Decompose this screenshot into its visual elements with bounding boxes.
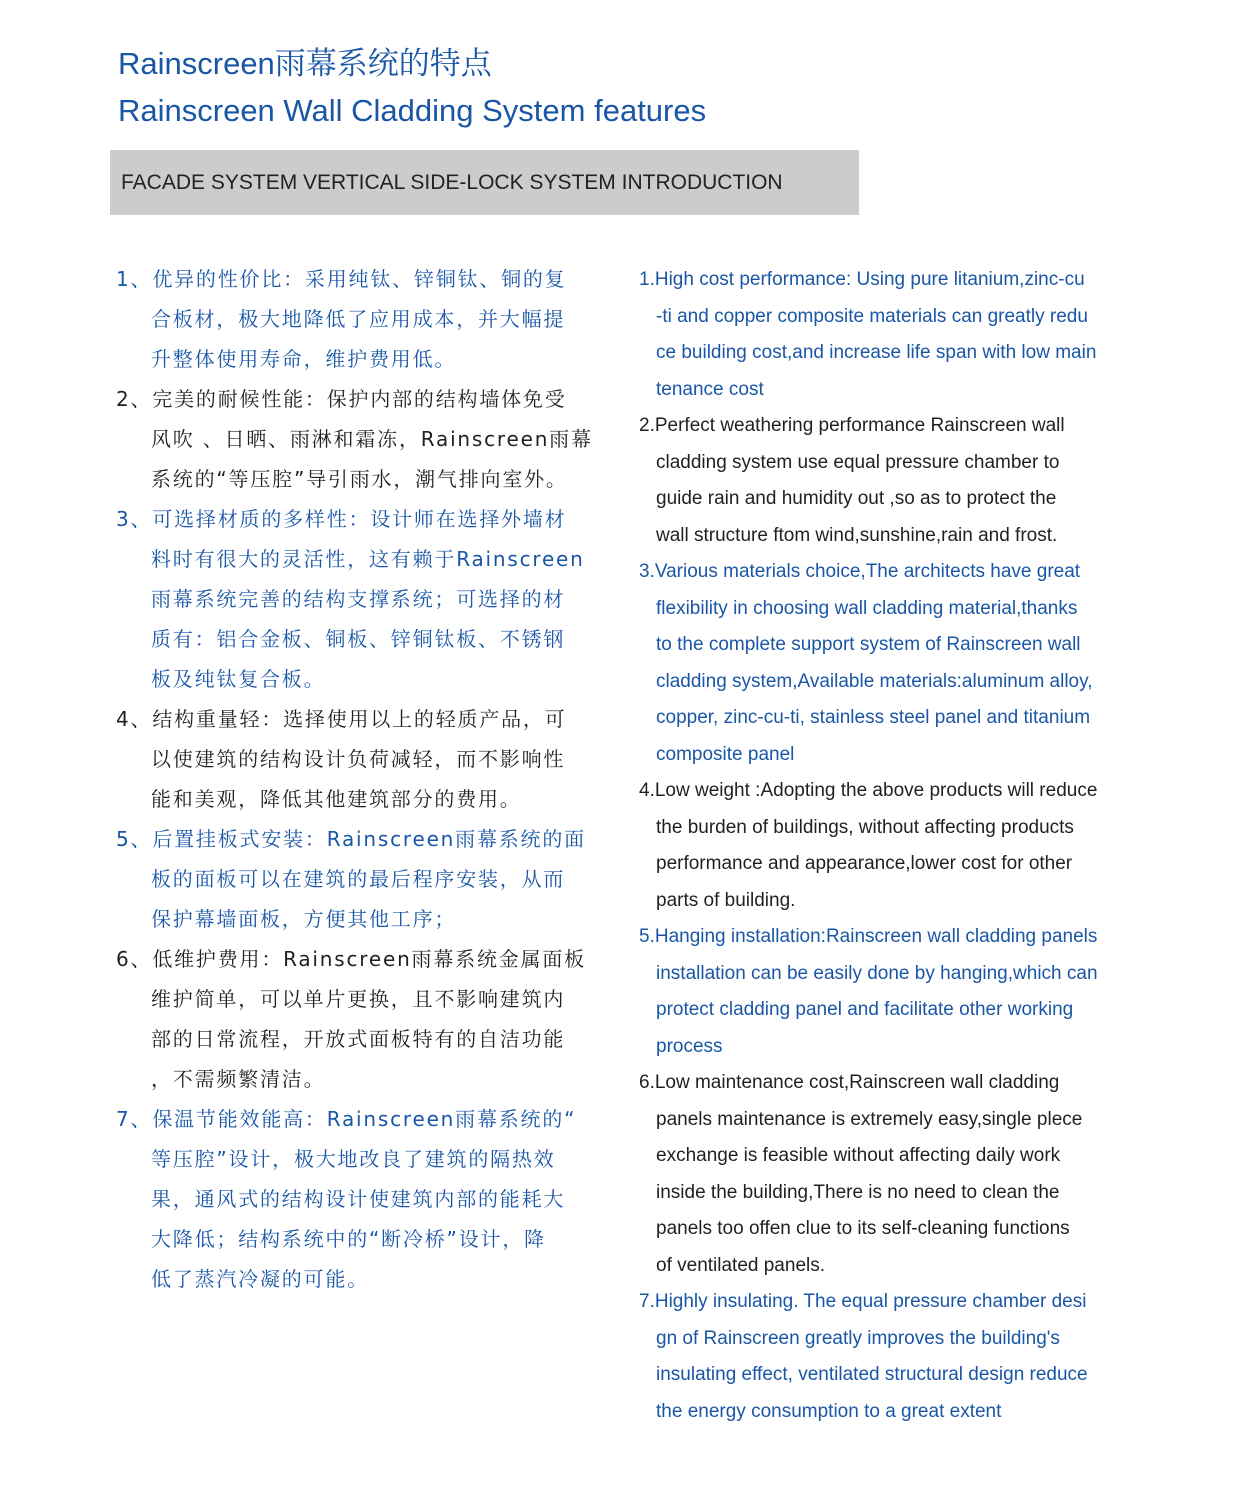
en-feature-line: process [656,1035,723,1057]
zh-feature-line: 1、优异的性价比：采用纯钛、锌铜钛、铜的复 [116,267,567,291]
en-feature-6 [639,1065,1199,1284]
zh-feature-line: 大降低；结构系统中的“断冷桥”设计，降 [151,1227,546,1251]
banner-label: FACADE SYSTEM VERTICAL SIDE-LOCK SYSTEM INTRODUCTION [121,170,783,194]
en-feature-line: 3.Various materials choice,The architects have great [639,561,1081,582]
en-feature-line: 4.Low weight :Adopting the above products will reduce [639,780,1098,801]
zh-feature-line: 保护幕墙面板，方便其他工序； [151,907,457,931]
en-feature-line: exchange is feasible without affecting daily work [656,1145,1061,1166]
en-feature-line: of ventilated panels. [656,1254,826,1276]
en-feature-line: insulating effect, ventilated structural design reduce [656,1364,1088,1385]
zh-feature-line: 板及纯钛复合板。 [151,667,326,691]
zh-feature-line: 系统的“等压腔”导引雨水，潮气排向室外。 [151,467,568,491]
en-feature-line: 6.Low maintenance cost,Rainscreen wall cladding [639,1072,1060,1093]
en-feature-3 [639,554,1199,773]
zh-feature-line: 维护简单，可以单片更换，且不影响建筑内 [151,987,566,1011]
zh-feature-5 [116,819,606,939]
en-feature-line: copper, zinc-cu-ti, stainless steel panel and titanium [656,707,1091,728]
zh-feature-line: 6、低维护费用：Rainscreen雨幕系统金属面板 [116,947,586,971]
zh-feature-line: 雨幕系统完善的结构支撑系统；可选择的材 [151,587,566,611]
en-feature-5 [639,919,1199,1065]
zh-feature-line: 等压腔”设计，极大地改良了建筑的隔热效 [151,1147,556,1171]
en-feature-line: cladding system,Available materials:aluminum alloy, [656,670,1093,692]
en-feature-line: panels maintenance is extremely easy,single plece [656,1108,1083,1130]
zh-feature-line: 低了蒸汽冷凝的可能。 [151,1267,369,1291]
zh-feature-2 [116,379,606,499]
zh-feature-line: 能和美观，降低其他建筑部分的费用。 [151,787,522,811]
zh-feature-line: 4、结构重量轻：选择使用以上的轻质产品，可 [116,707,567,731]
en-feature-line: flexibility in choosing wall cladding material,thanks [656,597,1078,619]
en-feature-1 [639,262,1199,408]
en-feature-7 [639,1284,1199,1430]
en-feature-line: gn of Rainscreen greatly improves the building's [656,1327,1060,1349]
zh-feature-4 [116,699,606,819]
zh-feature-line: 质有：铝合金板、铜板、锌铜钛板、不锈钢 [151,627,566,651]
title-block [118,40,706,134]
zh-feature-1 [116,259,606,379]
section-banner [110,150,859,215]
en-feature-line: cladding system use equal pressure chamber to [656,451,1060,473]
en-feature-line: ce building cost,and increase life span with low main [656,342,1097,363]
zh-feature-line: 果，通风式的结构设计使建筑内部的能耗大 [151,1187,566,1211]
en-feature-line: parts of building. [656,889,796,911]
zh-feature-3 [116,499,606,699]
en-feature-2 [639,408,1199,554]
en-feature-line: guide rain and humidity out ,so as to protect the [656,488,1057,509]
zh-feature-line: ，不需频繁清洁。 [151,1067,326,1091]
zh-feature-line: 5、后置挂板式安装：Rainscreen雨幕系统的面 [116,827,586,851]
en-feature-line: the energy consumption to a great extent [656,1400,1002,1422]
en-feature-line: composite panel [656,743,795,765]
zh-feature-6 [116,939,606,1099]
zh-feature-line: 料时有很大的灵活性，这有赖于Rainscreen [151,547,585,571]
en-feature-line: 1.High cost performance: Using pure litanium,zinc-cu [639,269,1085,290]
en-feature-4 [639,773,1199,919]
en-feature-line: inside the building,There is no need to clean the [656,1181,1060,1203]
zh-feature-line: 部的日常流程，开放式面板特有的自洁功能 [151,1027,566,1051]
zh-feature-line: 合板材，极大地降低了应用成本，并大幅提 [151,307,566,331]
zh-feature-line: 7、保温节能效能高：Rainscreen雨幕系统的“ [116,1107,577,1131]
chinese-features-column [116,259,606,1299]
en-feature-line: installation can be easily done by hanging,which can [656,962,1098,984]
en-feature-line: -ti and copper composite materials can greatly redu [656,305,1088,327]
zh-feature-line: 3、可选择材质的多样性：设计师在选择外墙材 [116,507,567,531]
english-features-column [639,262,1199,1430]
zh-feature-line: 风吹 、日晒、雨淋和霜冻，Rainscreen雨幕 [151,427,593,451]
zh-feature-7 [116,1099,606,1299]
en-feature-line: tenance cost [656,378,764,400]
en-feature-line: wall structure ftom wind,sunshine,rain and frost. [656,524,1058,546]
en-feature-line: 5.Hanging installation:Rainscreen wall cladding panels [639,926,1098,947]
zh-feature-line: 升整体使用寿命，维护费用低。 [151,347,457,371]
title-chinese: Rainscreen雨幕系统的特点 [118,46,492,81]
title-english: Rainscreen Wall Cladding System features [118,93,707,128]
en-feature-line: the burden of buildings, without affecting products [656,816,1074,838]
en-feature-line: 2.Perfect weathering performance Rainscreen wall [639,415,1065,436]
en-feature-line: performance and appearance,lower cost for other [656,853,1073,874]
en-feature-line: 7.Highly insulating. The equal pressure chamber desi [639,1291,1087,1312]
en-feature-line: protect cladding panel and facilitate other working [656,999,1074,1020]
en-feature-line: panels too offen clue to its self-cleaning functions [656,1218,1070,1239]
en-feature-line: to the complete support system of Rainscreen wall [656,634,1081,655]
zh-feature-line: 2、完美的耐候性能：保护内部的结构墙体免受 [116,387,567,411]
zh-feature-line: 板的面板可以在建筑的最后程序安装，从而 [151,867,566,891]
zh-feature-line: 以使建筑的结构设计负荷减轻，而不影响性 [151,747,566,771]
